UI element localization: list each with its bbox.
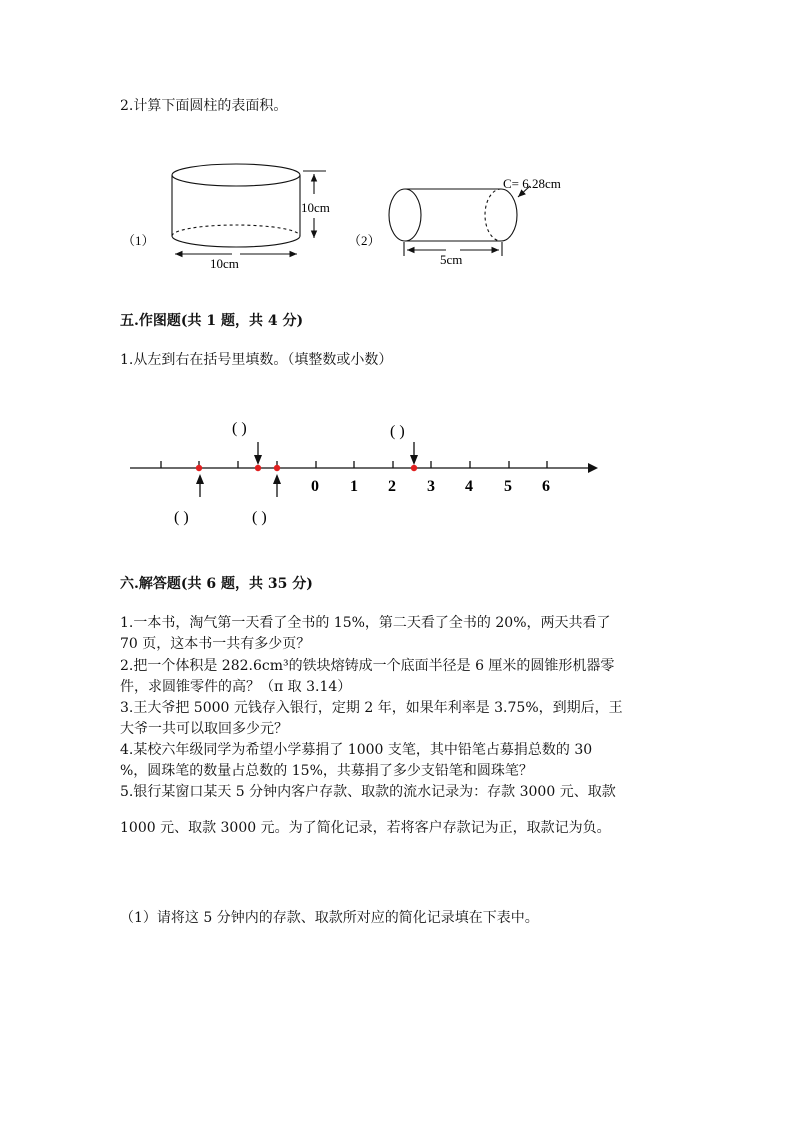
answer-blank[interactable]: ( ) bbox=[252, 509, 267, 526]
answer-blank[interactable]: ( ) bbox=[232, 420, 247, 437]
tick-label: 5 bbox=[504, 478, 512, 495]
problem-line: 5.银行某窗口某天 5 分钟内客户存款、取款的流水记录为：存款 3000 元、取款 bbox=[120, 784, 616, 800]
problem-line: 1.一本书，淘气第一天看了全书的 15%，第二天看了全书的 20%，两天共看了 bbox=[120, 615, 611, 631]
tick-label: 2 bbox=[388, 478, 396, 495]
problem-line: %，圆珠笔的数量占总数的 15%，共募捐了多少支铅笔和圆珠笔？ bbox=[120, 763, 533, 779]
problem-line: 1000 元、取款 3000 元。为了简化记录，若将客户存款记为正，取款记为负。 bbox=[120, 820, 611, 836]
problem-5-subquestion-1: （1）请将这 5 分钟内的存款、取款所对应的简化记录填在下表中。 bbox=[120, 910, 539, 926]
answer-blank[interactable]: ( ) bbox=[390, 423, 405, 440]
tick-label: 6 bbox=[542, 478, 550, 495]
answer-blank[interactable]: ( ) bbox=[174, 509, 189, 526]
tick-label: 0 bbox=[311, 478, 319, 495]
cylinder-1-diameter: 10cm bbox=[210, 256, 239, 271]
problem-line: 2.把一个体积是 282.6cm³的铁块熔铸成一个底面半径是 6 厘米的圆锥形机器零 bbox=[120, 658, 615, 674]
problem-line: 件，求圆锥零件的高？（π 取 3.14） bbox=[120, 679, 352, 695]
question-2-title: 2.计算下面圆柱的表面积。 bbox=[120, 98, 288, 114]
point-c bbox=[274, 465, 280, 471]
section-6-heading: 六.解答题(共 6 题，共 35 分) bbox=[120, 576, 313, 592]
problem-line: 70 页，这本书一共有多少页？ bbox=[120, 636, 311, 652]
tick-label: 1 bbox=[350, 478, 358, 495]
cylinder-1-label: （1） bbox=[122, 233, 155, 248]
problem-line: 大爷一共可以取回多少元？ bbox=[120, 721, 288, 737]
number-line bbox=[0, 0, 794, 560]
section-5-heading: 五.作图题(共 1 题，共 4 分) bbox=[120, 313, 304, 329]
problem-line: 4.某校六年级同学为希望小学募捐了 1000 支笔，其中铅笔占募捐总数的 30 bbox=[120, 742, 593, 758]
cylinder-2-length: 5cm bbox=[440, 252, 463, 267]
tick-label: 4 bbox=[465, 478, 473, 495]
problem-line: 3.王大爷把 5000 元钱存入银行，定期 2 年，如果年利率是 3.75%，到期后，王 bbox=[120, 700, 623, 716]
tick-label: 3 bbox=[427, 478, 435, 495]
cylinder-2-circumference: C= 6.28cm bbox=[503, 176, 561, 191]
cylinder-1-height: 10cm bbox=[301, 200, 330, 215]
point-d bbox=[411, 465, 417, 471]
point-b bbox=[255, 465, 261, 471]
cylinder-2-label: （2） bbox=[348, 233, 381, 248]
point-a bbox=[196, 465, 202, 471]
section-5-question-1: 1.从左到右在括号里填数。（填整数或小数） bbox=[120, 352, 393, 368]
